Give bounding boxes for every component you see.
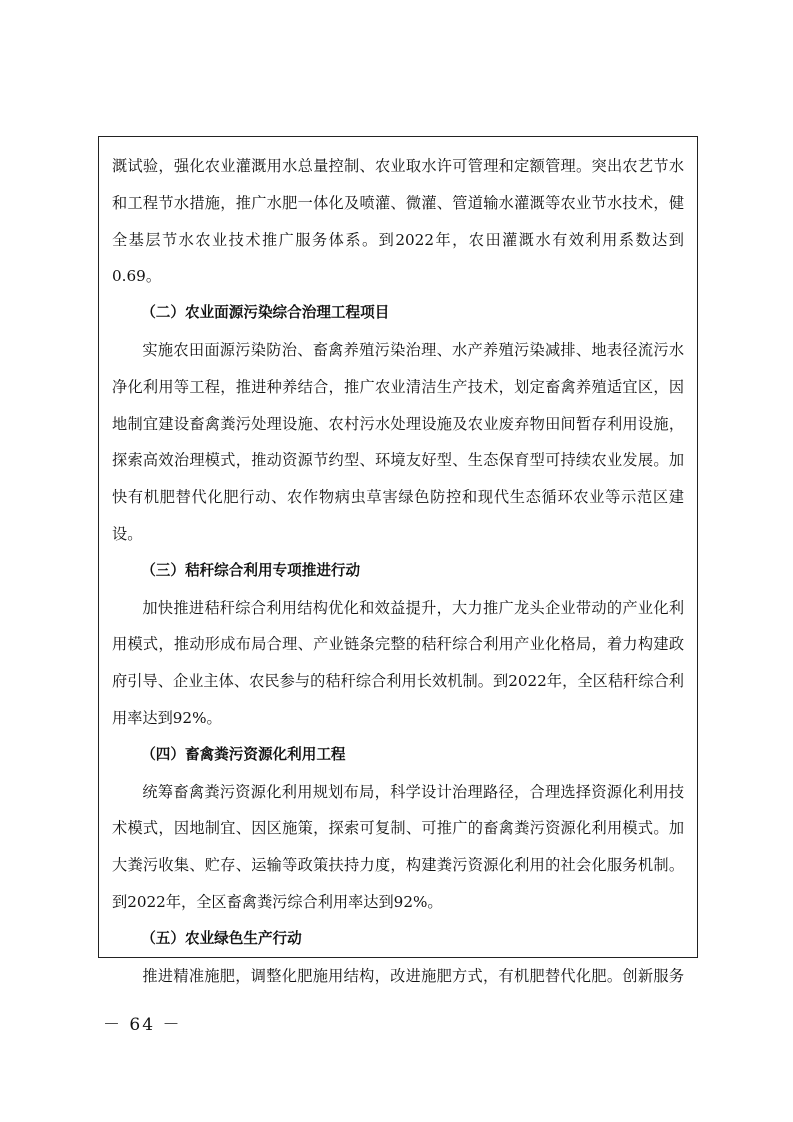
document-body <box>112 148 684 994</box>
section-heading: （三）秸秆综合利用专项推进行动 <box>141 561 361 579</box>
paragraph: 统筹畜禽粪污资源化利用规划布局，科学设计治理路径，合理选择资源化利用技术模式，因地制宜、因区施策，探索可复制、可推广的畜禽粪污资源化利用模式。加大粪污收集、贮存、运输等政策扶持力度，构建粪污资源化利用的社会化服务机制。到2022年，全区畜禽粪污综合利用率达到92%。 <box>112 782 684 911</box>
paragraph: 推进精准施肥，调整化肥施用结构，改进施肥方式，有机肥替代化肥。创新服务 <box>142 966 684 985</box>
section-heading: （五）农业绿色生产行动 <box>141 929 302 947</box>
paragraph: 加快推进秸秆综合利用结构优化和效益提升，大力推广龙头企业带动的产业化利用模式，推动形成布局合理、产业链条完整的秸秆综合利用产业化格局，着力构建政府引导、企业主体、农民参与的秸秆综合利用长效机制。到2022年，全区秸秆综合利用率达到92%。 <box>112 598 684 727</box>
section-heading: （二）农业面源污染综合治理工程项目 <box>141 304 390 322</box>
paragraph: 实施农田面源污染防治、畜禽养殖污染治理、水产养殖污染减排、地表径流污水净化利用等工程，推进种养结合，推广农业清洁生产技术，划定畜禽养殖适宜区，因地制宜建设畜禽粪污处理设施、农村污水处理设施及农业废弃物田间暂存利用设施，探索高效治理模式，推动资源节约型、环境友好型、生态保育型可持续农业发展。加快有机肥替代化肥行动、农作物病虫草害绿色防控和现代生态循环农业等示范区建设。 <box>112 340 684 543</box>
section-heading: （四）畜禽粪污资源化利用工程 <box>141 745 346 763</box>
paragraph: 溉试验，强化农业灌溉用水总量控制、农业取水许可管理和定额管理。突出农艺节水和工程节水措施，推广水肥一体化及喷灌、微灌、管道输水灌溉等农业节水技术，健全基层节水农业技术推广服务体系。到2022年，农田灌溉水有效利用系数达到0.69。 <box>112 157 684 286</box>
content-frame <box>98 136 698 985</box>
page-number: － 64 － <box>103 1015 182 1035</box>
